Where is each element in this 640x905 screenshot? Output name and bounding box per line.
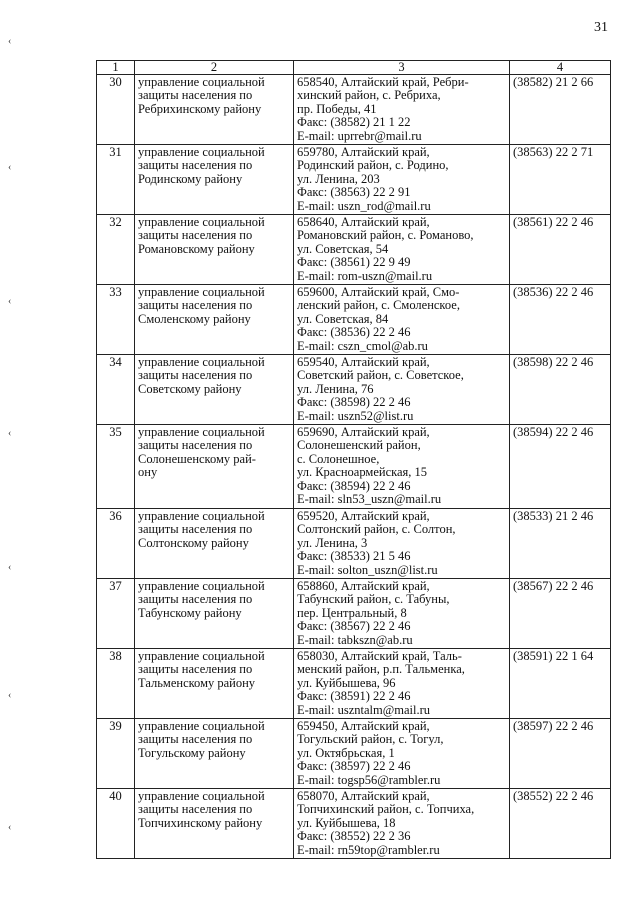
address-line: E-mail: uszn_rod@mail.ru <box>297 198 431 213</box>
address-line: ул. Ленина, 3 <box>297 535 368 550</box>
address-line: Факс: (38598) 22 2 46 <box>297 395 411 410</box>
address-contacts <box>294 425 510 509</box>
organization-name-line: защиты населения по <box>138 438 253 453</box>
row-number: 37 <box>97 579 135 649</box>
address-line: Факс: (38563) 22 2 91 <box>297 185 411 200</box>
phone-number: (38594) 22 2 46 <box>510 425 611 509</box>
margin-mark: ‹ <box>8 162 12 173</box>
address-line: E-mail: togsp56@rambler.ru <box>297 772 441 787</box>
address-line: ул. Куйбышева, 18 <box>297 815 396 830</box>
organization-name-line: Советскому району <box>138 381 242 396</box>
organization-name-line: Ребрихинскому району <box>138 101 262 116</box>
organization-name-line: защиты населения по <box>138 522 253 537</box>
organization-name-line: Родинскому району <box>138 171 243 186</box>
address-contacts <box>294 649 510 719</box>
address-line: менский район, р.п. Тальменка, <box>297 662 465 677</box>
organization-name-line: Солонешенскому рай- <box>138 451 256 466</box>
address-line: ул. Советская, 84 <box>297 311 389 326</box>
address-line: Факс: (38533) 21 5 46 <box>297 549 411 564</box>
address-contacts <box>294 145 510 215</box>
organization-name <box>135 789 294 859</box>
address-line: 658030, Алтайский край, Таль- <box>297 649 462 663</box>
address-line: ул. Октябрьская, 1 <box>297 745 395 760</box>
address-line: Родинский район, с. Родино, <box>297 158 449 173</box>
address-line: 659450, Алтайский край, <box>297 719 430 733</box>
address-contacts <box>294 285 510 355</box>
margin-mark: ‹ <box>8 690 12 701</box>
address-line: Солонешенский район, <box>297 438 421 453</box>
address-line: Факс: (38567) 22 2 46 <box>297 619 411 634</box>
table-row <box>97 355 611 425</box>
phone-number: (38597) 22 2 46 <box>510 719 611 789</box>
address-line: Табунский район, с. Табуны, <box>297 592 450 607</box>
organization-name-line: управление социальной <box>138 355 265 369</box>
address-line: E-mail: uprrebr@mail.ru <box>297 128 422 143</box>
address-line: E-mail: uszn52@list.ru <box>297 408 414 423</box>
address-line: E-mail: rn59top@rambler.ru <box>297 842 440 857</box>
organization-name-line: защиты населения по <box>138 592 253 607</box>
address-line: ул. Ленина, 203 <box>297 171 380 186</box>
organization-name-line: защиты населения по <box>138 368 253 383</box>
address-line: 659540, Алтайский край, <box>297 355 430 369</box>
margin-mark: ‹ <box>8 36 12 47</box>
address-line: 658540, Алтайский край, Ребри- <box>297 75 469 89</box>
row-number: 36 <box>97 509 135 579</box>
organization-name <box>135 215 294 285</box>
row-number: 39 <box>97 719 135 789</box>
address-contacts <box>294 75 510 145</box>
table-row <box>97 215 611 285</box>
organization-name-line: защиты населения по <box>138 732 253 747</box>
row-number: 34 <box>97 355 135 425</box>
column-header-3: 3 <box>294 61 510 75</box>
organization-name-line: Тальменскому району <box>138 675 256 690</box>
row-number: 35 <box>97 425 135 509</box>
row-number: 31 <box>97 145 135 215</box>
organization-name <box>135 355 294 425</box>
organization-name-line: управление социальной <box>138 215 265 229</box>
address-line: с. Солонешное, <box>297 451 380 466</box>
organization-name-line: защиты населения по <box>138 298 253 313</box>
address-contacts <box>294 789 510 859</box>
row-number: 32 <box>97 215 135 285</box>
phone-number: (38591) 22 1 64 <box>510 649 611 719</box>
address-line: ленский район, с. Смоленское, <box>297 298 460 313</box>
address-line: E-mail: tabkszn@ab.ru <box>297 632 413 647</box>
address-line: ул. Красноармейская, 15 <box>297 465 428 480</box>
organization-name <box>135 719 294 789</box>
organization-name-line: ону <box>138 465 158 480</box>
margin-mark: ‹ <box>8 822 12 833</box>
row-number: 30 <box>97 75 135 145</box>
address-line: ул. Советская, 54 <box>297 241 389 256</box>
organization-name-line: защиты населения по <box>138 662 253 677</box>
page-number: 31 <box>594 20 608 35</box>
column-header-1: 1 <box>97 61 135 75</box>
address-line: Солтонский район, с. Солтон, <box>297 522 456 537</box>
address-line: 658860, Алтайский край, <box>297 579 430 593</box>
organization-name-line: управление социальной <box>138 789 265 803</box>
address-line: E-mail: sln53_uszn@mail.ru <box>297 492 442 507</box>
phone-number: (38563) 22 2 71 <box>510 145 611 215</box>
margin-mark: ‹ <box>8 428 12 439</box>
address-line: 658640, Алтайский край, <box>297 215 430 229</box>
address-line: ул. Куйбышева, 96 <box>297 675 396 690</box>
organization-name-line: Смоленскому району <box>138 311 251 326</box>
address-line: ул. Ленина, 76 <box>297 381 374 396</box>
address-line: Факс: (38552) 22 2 36 <box>297 829 411 844</box>
address-line: E-mail: solton_uszn@list.ru <box>297 562 438 577</box>
address-contacts <box>294 355 510 425</box>
phone-number: (38561) 22 2 46 <box>510 215 611 285</box>
address-line: 659780, Алтайский край, <box>297 145 430 159</box>
organization-name <box>135 145 294 215</box>
table-row <box>97 719 611 789</box>
address-line: 659690, Алтайский край, <box>297 425 430 439</box>
table-row <box>97 285 611 355</box>
phone-number: (38536) 22 2 46 <box>510 285 611 355</box>
address-line: 658070, Алтайский край, <box>297 789 430 803</box>
address-line: пр. Победы, 41 <box>297 101 377 116</box>
address-line: Факс: (38582) 21 1 22 <box>297 115 411 130</box>
margin-mark: ‹ <box>8 296 12 307</box>
organization-name-line: управление социальной <box>138 75 265 89</box>
table-header-row <box>97 61 611 75</box>
address-line: Тогульский район, с. Тогул, <box>297 732 444 747</box>
address-line: Факс: (38594) 22 2 46 <box>297 478 411 493</box>
phone-number: (38598) 22 2 46 <box>510 355 611 425</box>
address-contacts <box>294 719 510 789</box>
organization-name-line: защиты населения по <box>138 802 253 817</box>
margin-mark: ‹ <box>8 562 12 573</box>
organization-name-line: защиты населения по <box>138 88 253 103</box>
address-line: E-mail: rom-uszn@mail.ru <box>297 268 433 283</box>
table-row <box>97 649 611 719</box>
phone-number: (38582) 21 2 66 <box>510 75 611 145</box>
organization-name-line: управление социальной <box>138 285 265 299</box>
organization-name-line: управление социальной <box>138 425 265 439</box>
address-contacts <box>294 509 510 579</box>
row-number: 40 <box>97 789 135 859</box>
phone-number: (38567) 22 2 46 <box>510 579 611 649</box>
table-row <box>97 145 611 215</box>
organization-name-line: управление социальной <box>138 649 265 663</box>
row-number: 38 <box>97 649 135 719</box>
organization-name-line: Солтонскому району <box>138 535 249 550</box>
organization-name-line: управление социальной <box>138 145 265 159</box>
address-line: E-mail: cszn_cmol@ab.ru <box>297 338 428 353</box>
organization-name <box>135 509 294 579</box>
organization-name-line: Табунскому району <box>138 605 242 620</box>
address-line: хинский район, с. Ребриха, <box>297 88 441 103</box>
column-header-4: 4 <box>510 61 611 75</box>
organization-name-line: управление социальной <box>138 719 265 733</box>
address-line: Факс: (38536) 22 2 46 <box>297 325 411 340</box>
table-row <box>97 789 611 859</box>
organization-name <box>135 425 294 509</box>
address-line: Романовский район, с. Романово, <box>297 228 474 243</box>
organization-name-line: защиты населения по <box>138 158 253 173</box>
address-line: Факс: (38591) 22 2 46 <box>297 689 411 704</box>
address-line: пер. Центральный, 8 <box>297 605 407 620</box>
organization-name-line: Топчихинскому району <box>138 815 263 830</box>
organization-name-line: управление социальной <box>138 509 265 523</box>
address-line: 659600, Алтайский край, Смо- <box>297 285 460 299</box>
organization-name-line: управление социальной <box>138 579 265 593</box>
phone-number: (38552) 22 2 46 <box>510 789 611 859</box>
row-number: 33 <box>97 285 135 355</box>
organization-name-line: Романовскому району <box>138 241 255 256</box>
address-line: Советский район, с. Советское, <box>297 368 464 383</box>
address-contacts <box>294 579 510 649</box>
address-line: 659520, Алтайский край, <box>297 509 430 523</box>
table-row <box>97 509 611 579</box>
address-line: Факс: (38597) 22 2 46 <box>297 759 411 774</box>
address-contacts <box>294 215 510 285</box>
address-line: Топчихинский район, с. Топчиха, <box>297 802 475 817</box>
organization-name <box>135 75 294 145</box>
organization-name <box>135 649 294 719</box>
address-line: Факс: (38561) 22 9 49 <box>297 255 411 270</box>
address-line: E-mail: uszntalm@mail.ru <box>297 702 431 717</box>
table-row <box>97 579 611 649</box>
table-row <box>97 75 611 145</box>
organizations-table <box>96 60 611 859</box>
organization-name <box>135 579 294 649</box>
phone-number: (38533) 21 2 46 <box>510 509 611 579</box>
table-row <box>97 425 611 509</box>
organization-name <box>135 285 294 355</box>
organization-name-line: Тогульскому району <box>138 745 246 760</box>
column-header-2: 2 <box>135 61 294 75</box>
organization-name-line: защиты населения по <box>138 228 253 243</box>
